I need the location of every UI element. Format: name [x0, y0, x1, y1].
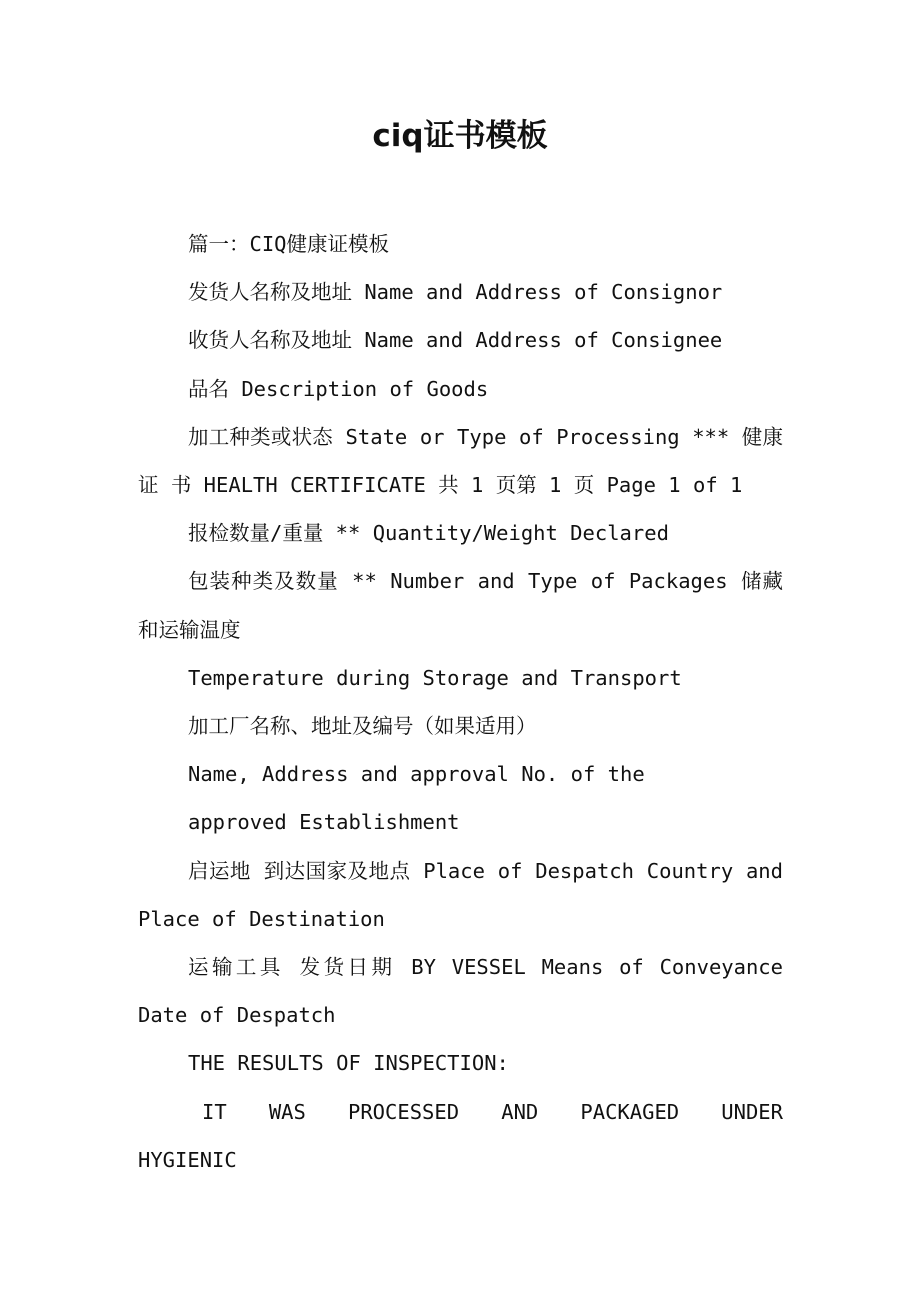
paragraph-establishment-cn: 加工厂名称、地址及编号（如果适用） [188, 714, 537, 739]
paragraph-heading: 篇一：CIQ健康证模板 [188, 232, 390, 256]
document-body [138, 220, 783, 1184]
paragraph-consignor: 发货人名称及地址 Name and Address of Consignor [188, 280, 723, 305]
paragraph-processing: 加工种类或状态 State or Type of Processing *** 健康 证 书 HEALTH CERTIFICATE 共 1 页第 1 页 Page 1 of 1 [138, 424, 783, 498]
paragraph-conveyance: 运输工具 发货日期 BY VESSEL Means of Conveyance Date of Despatch [138, 955, 783, 1028]
paragraph-establishment-en-2: approved Establishment [188, 810, 460, 835]
paragraph-quantity: 报检数量/重量 ** Quantity/Weight Declared [188, 521, 669, 546]
paragraph-hygienic: IT WAS PROCESSED AND PACKAGED UNDER HYGIENIC [138, 1099, 783, 1172]
paragraph-temperature: Temperature during Storage and Transport [188, 665, 682, 690]
paragraph-goods: 品名 Description of Goods [188, 376, 489, 401]
paragraph-results: THE RESULTS OF INSPECTION: [188, 1051, 509, 1076]
paragraph-establishment-en-1: Name, Address and approval No. of the [188, 762, 645, 787]
document-title: ciq证书模板 [372, 118, 548, 154]
paragraph-despatch-place: 启运地 到达国家及地点 Place of Despatch Country and Place of Destination [138, 858, 783, 931]
paragraph-packages: 包装种类及数量 ** Number and Type of Packages 储藏和运输温度 [138, 569, 783, 642]
paragraph-consignee: 收货人名称及地址 Name and Address of Consignee [188, 328, 723, 353]
